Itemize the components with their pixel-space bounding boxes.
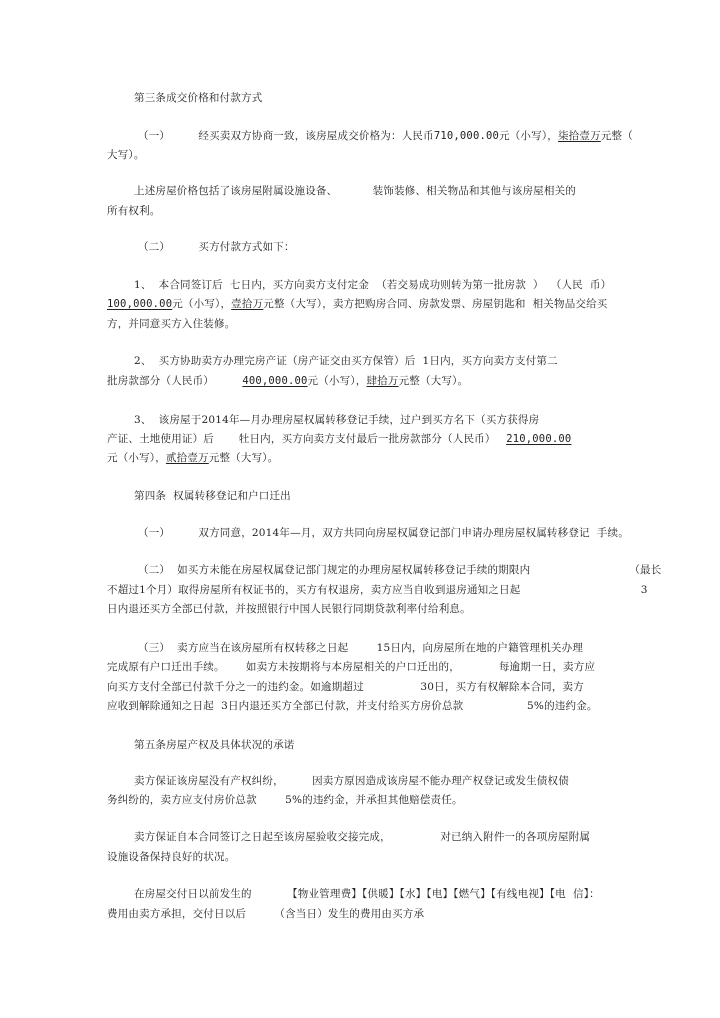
pay1-line-3: 方，并同意买方入住装修。: [107, 318, 236, 330]
pay3-intro: 产证、土地使用证）后 牡日内，买方向卖方支付最后一批房款部分（人民币）: [107, 433, 507, 445]
title-deed-line-3: 日内退还买方全部已付款，并按照银行中国人民银行同期贷款利率付给利息。: [107, 603, 471, 615]
pay1-chinese: 壹拾万: [231, 298, 264, 310]
household-line-3: 向买方支付全部已付款千分之一的违约金。如逾期超过 30日，买方有权解除本合同，卖方: [107, 681, 584, 693]
inclusion-line-1: 上述房屋价格包括了该房屋附属设施设备、 装饰装修、相关物品和其他与该房屋相关的: [134, 185, 576, 197]
fees-line-1: 在房屋交付日以前发生的 【物业管理费】【供暖】【水】【电】【燃气】【有线电视】【电 信】：: [134, 888, 600, 900]
price-amount: 710,000.00: [433, 130, 500, 142]
pay3-line-3: [107, 451, 278, 465]
pay2-chinese: 肆拾万: [366, 375, 399, 387]
ownership-line-1: 卖方保证该房屋没有产权纠纷， 因卖方原因造成该房屋不能办理产权登记或发生债权债: [134, 775, 569, 787]
pay3-amount: 210,000.00: [506, 433, 572, 445]
section-3-title: 第三条成交价格和付款方式: [134, 92, 263, 104]
household-line-2: 完成原有户口迁出手续。 如卖方未按期将与本房屋相关的户口迁出的， 每逾期一日，卖方应: [107, 661, 596, 673]
ownership-line-2: 务纠纷的，卖方应支付房价总款 5%的违约金，并承担其他赔偿责任。: [107, 794, 463, 806]
pay3-suffix: 元整（大写）。: [208, 452, 279, 464]
payment-method-heading: （二） 买方付款方式如下：: [138, 241, 295, 253]
price-unit: 元（小写），: [499, 130, 558, 142]
section-5-title: 第五条房屋产权及具体状况的承诺: [134, 739, 295, 751]
fees-line-2: 费用由卖方承担，交付日以后 （含当日）发生的费用由买方承: [107, 908, 425, 920]
pay3-unit: 元（小写），: [107, 452, 166, 464]
facility-line-2: 设施设备保持良好的状况。: [107, 851, 236, 863]
section-4-title: 第四条 权属转移登记和户口迁出: [134, 490, 291, 502]
title-deed-line-2: 不超过1个月）取得房屋所有权证书的，买方有权退房，卖方应当自收到退房通知之日起 3: [107, 584, 648, 596]
pay2-suffix: 元整（大写）。: [398, 375, 469, 387]
pay1-line-1: 1、 本合同签订后 七日内，买方向卖方支付定金 （若交易成功则转为第一批房款 ） （人民 币）: [134, 279, 612, 291]
pay2-line-2: [107, 374, 468, 388]
pay3-line-1: 3、 该房屋于2014年—月办理房屋权属转移登记手续，过户到买方名下（买方获得房: [134, 414, 540, 426]
price-line-2: 大写）。: [107, 149, 145, 161]
price-suffix: 元整（: [600, 130, 633, 142]
pay2-unit: 元（小写），: [307, 375, 367, 387]
title-deed-line-1: （二） 如买方未能在房屋权属登记部门规定的办理房屋权属转移登记手续的期限内 （最长: [138, 564, 662, 576]
pay3-line-2: [107, 432, 571, 446]
price-intro: （一） 经买卖双方协商一致，该房屋成交价格为：人民币: [138, 130, 434, 142]
facility-line-1: 卖方保证自本合同签订之日起至该房屋验收交接完成， 对已纳入附件一的各项房屋附属: [134, 831, 591, 843]
household-line-1: （三） 卖方应当在该房屋所有权转移之日起 15日内，向房屋所在地的户籍管理机关办理: [138, 642, 584, 654]
pay2-amount: 400,000.00: [242, 375, 308, 387]
household-line-4: 应收到解除通知之日起 3日内退还买方全部已付款，并支付给买方房价总款 5%的违约金。: [107, 700, 598, 712]
price-chinese: 柒拾壹万: [557, 130, 601, 142]
pay1-unit: 元（小写），: [172, 298, 232, 310]
pay2-intro: 批房款部分（人民币）: [107, 375, 243, 387]
transfer-agreement-line: （一） 双方同意，2014年—月，双方共同向房屋权属登记部门申请办理房屋权属转移登记 手续。: [138, 527, 629, 539]
pay2-line-1: 2、 买方协助卖方办理完房产证（房产证交由买方保管）后 1日内，买方向卖方支付第二: [134, 355, 558, 367]
price-line-1: [138, 129, 633, 143]
inclusion-line-2: 所有权利。: [107, 205, 161, 217]
pay1-amount: 100,000.00: [107, 298, 173, 310]
pay1-suffix: 元整（大写），卖方把购房合同、房款发票、房屋钥匙和 相关物品交给买: [263, 298, 608, 310]
pay1-line-2: [107, 297, 608, 311]
pay3-chinese: 贰拾壹万: [165, 452, 209, 464]
